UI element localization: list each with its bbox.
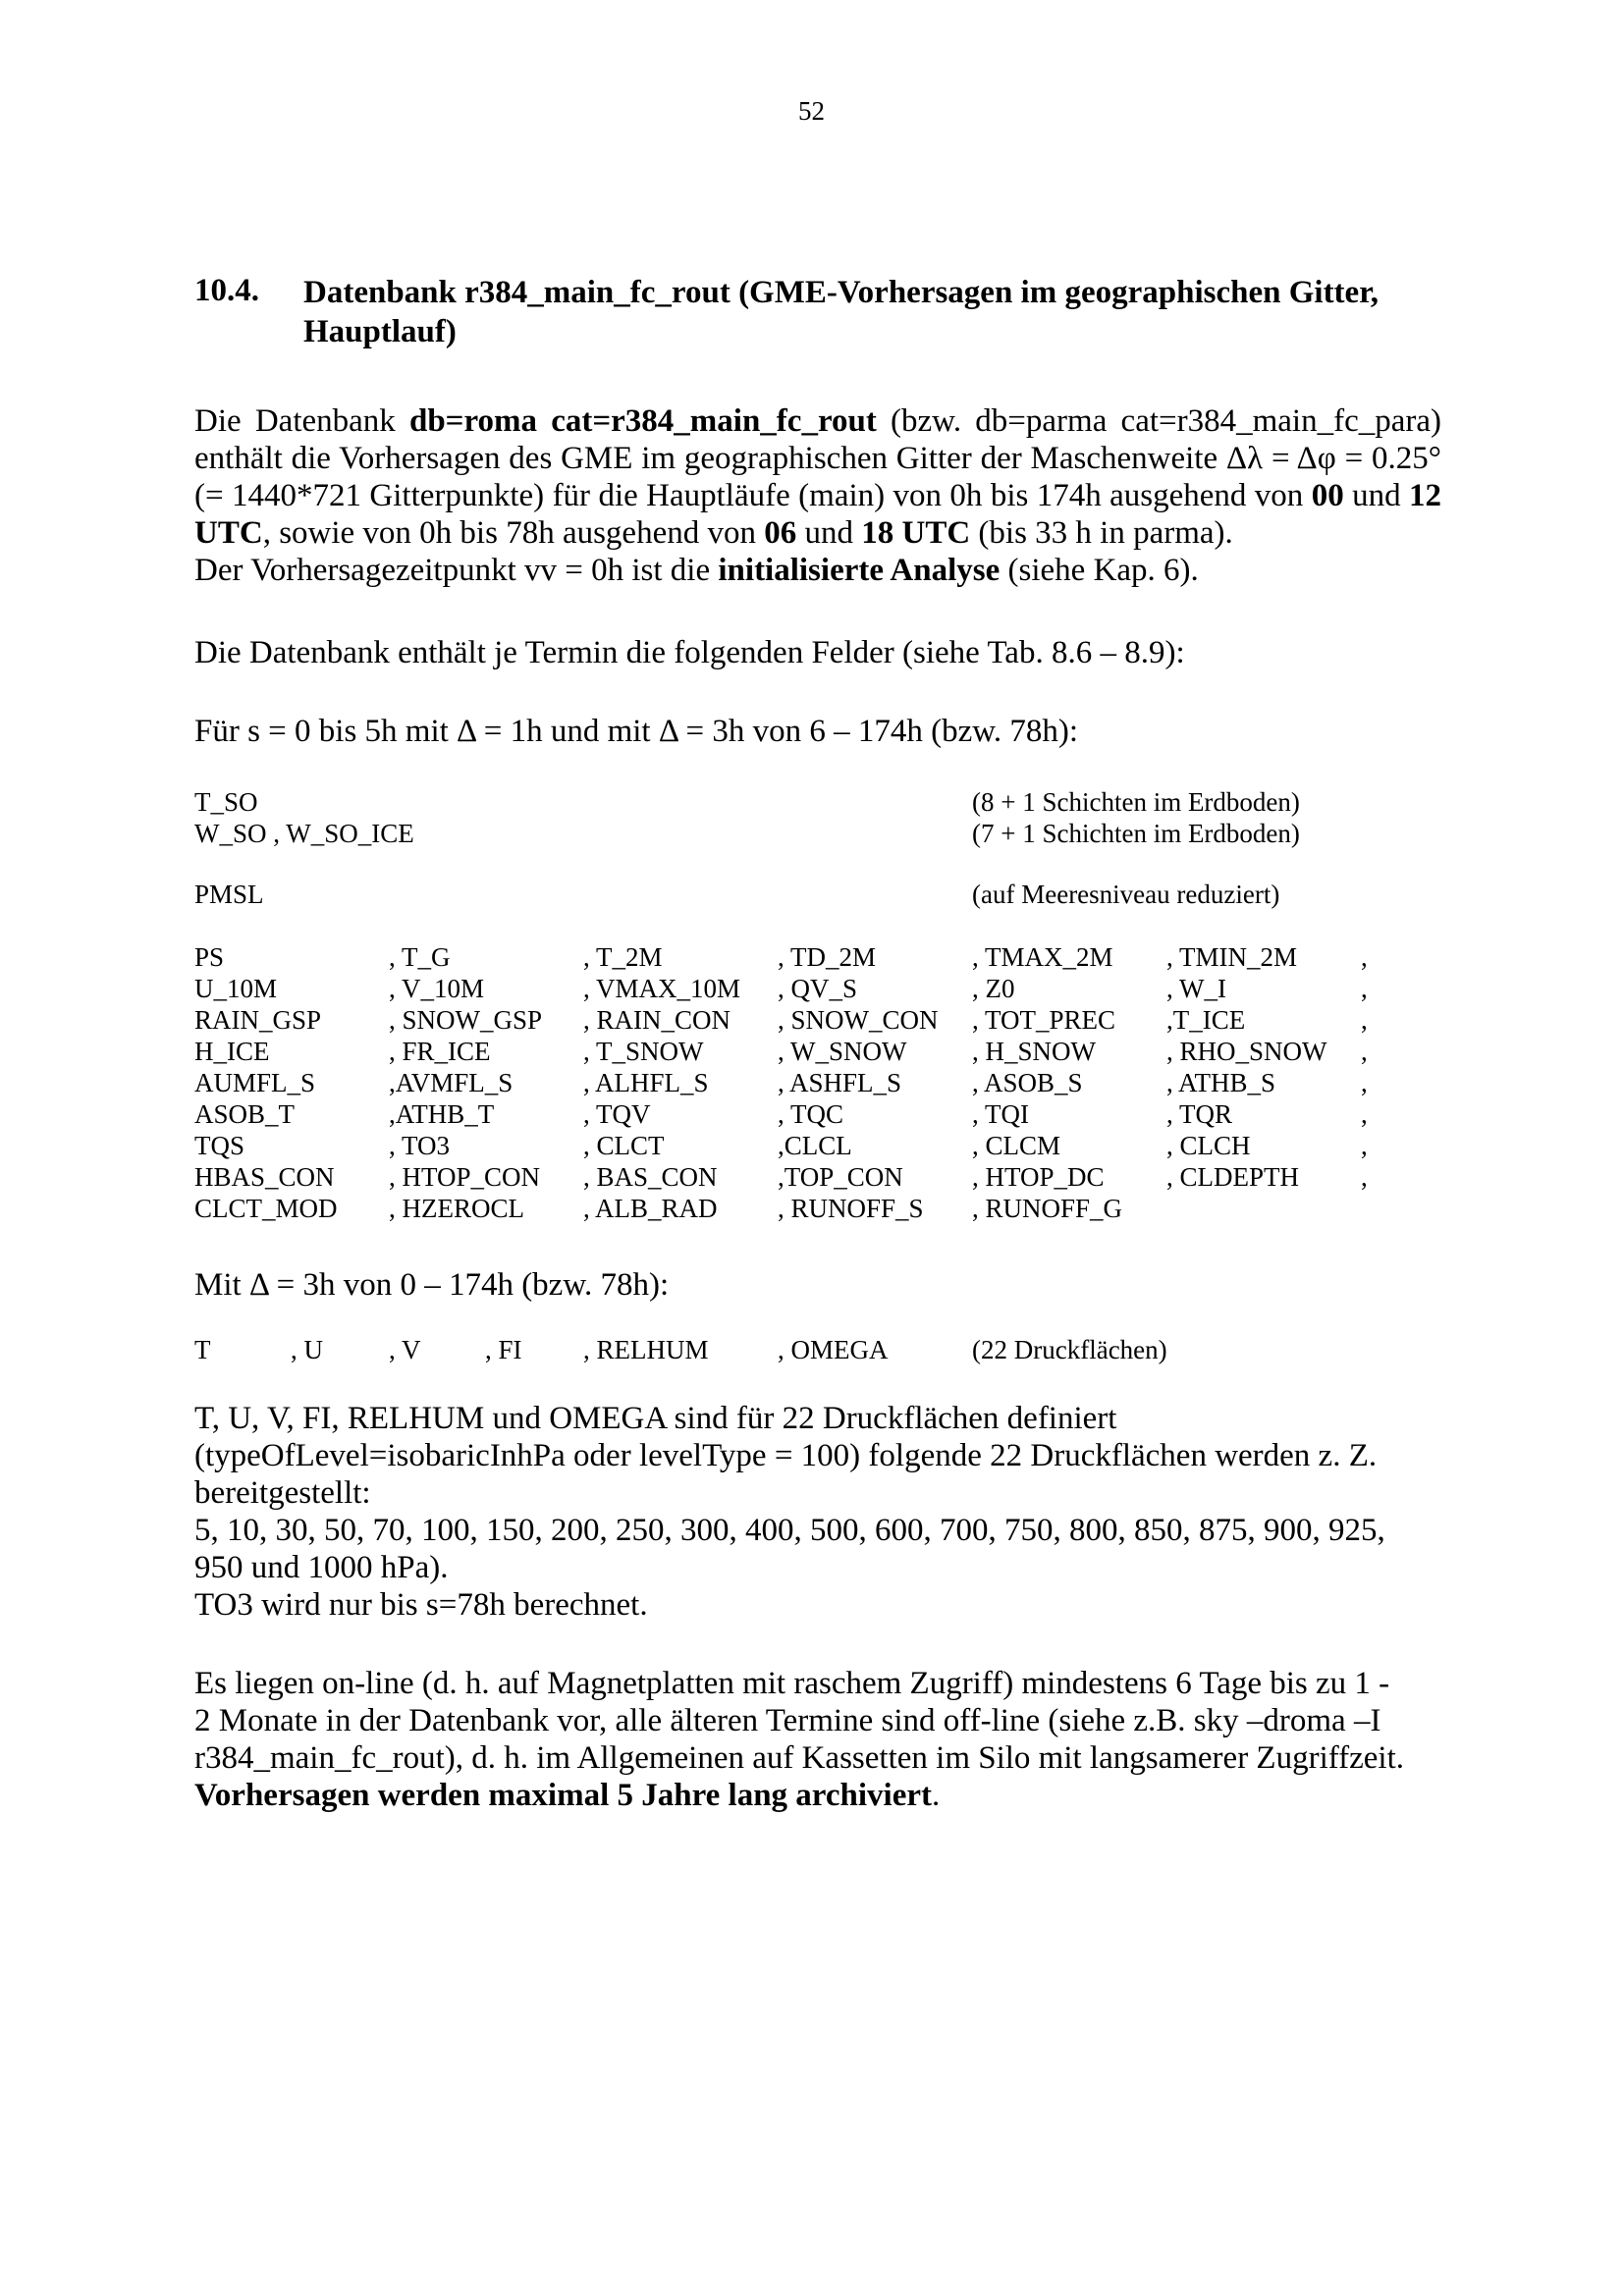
table-row (0, 1068, 1623, 1099)
hourly-intro: Für s = 0 bis 5h mit Δ = 1h und mit Δ = 3h von 6 – 174h (bzw. 78h): (194, 714, 1079, 749)
pressure-text-line-1: T, U, V, FI, RELHUM und OMEGA sind für 22 Druckflächen definiert (194, 1401, 1117, 1436)
table-cell: , SNOW_GSP (389, 1005, 543, 1035)
pressure-levels-note: (22 Druckflächen) (972, 1335, 1167, 1364)
table-cell: , ASOB_S (972, 1068, 1083, 1097)
table-cell: , CLCM (972, 1131, 1061, 1160)
table-cell: , (1361, 1099, 1368, 1129)
table-cell: , HZEROCL (389, 1194, 524, 1223)
pressure-field-v: , V (389, 1335, 421, 1364)
table-cell: , TOT_PREC (972, 1005, 1116, 1035)
table-cell: , (1361, 974, 1368, 1003)
table-cell: , TMIN_2M (1166, 942, 1298, 972)
intro-paragraph (194, 402, 1441, 552)
table-cell: , CLDEPTH (1166, 1162, 1299, 1192)
pressure-field-t: T (194, 1335, 211, 1364)
table-cell: , (1361, 1162, 1368, 1192)
pressure-levels-list-end: 950 und 1000 hPa). (194, 1550, 449, 1585)
table-cell: , Z0 (972, 974, 1015, 1003)
table-cell: ,AVMFL_S (389, 1068, 514, 1097)
intro-text: und (1343, 478, 1409, 513)
table-cell: , (1361, 942, 1368, 972)
table-cell: RAIN_GSP (194, 1005, 322, 1035)
table-cell: , ATHB_S (1166, 1068, 1276, 1097)
table-row (0, 1099, 1623, 1131)
table-cell: , V_10M (389, 974, 485, 1003)
table-cell: CLCT_MOD (194, 1194, 338, 1223)
table-cell: , TQC (778, 1099, 844, 1129)
archive-retention: Vorhersagen werden maximal 5 Jahre lang archiviert (194, 1778, 932, 1813)
table-cell: , FR_ICE (389, 1037, 491, 1066)
table-cell: , (1361, 1068, 1368, 1097)
table-cell: AUMFL_S (194, 1068, 316, 1097)
table-cell: , CLCH (1166, 1131, 1251, 1160)
section-number: 10.4. (194, 273, 259, 308)
pressure-text-line-2: (typeOfLevel=isobaricInhPa oder levelType = 100) folgende 22 Druckflächen werden z. Z. (194, 1438, 1378, 1473)
table-cell: ,TOP_CON (778, 1162, 903, 1192)
field-table (0, 942, 1623, 1237)
table-cell: H_ICE (194, 1037, 270, 1066)
pmsl-note: (auf Meeresniveau reduziert) (972, 880, 1280, 909)
table-cell: TQS (194, 1131, 245, 1160)
table-cell: , RUNOFF_S (778, 1194, 924, 1223)
table-cell: ,T_ICE (1166, 1005, 1246, 1035)
database-name: db=roma cat=r384_main_fc_rout (408, 403, 877, 439)
pressure-field-fi: , FI (485, 1335, 522, 1364)
table-cell: , ALHFL_S (583, 1068, 709, 1097)
analysis-text: Der Vorhersagezeitpunkt vv = 0h ist die (194, 553, 719, 588)
fields-intro: Die Datenbank enthält je Termin die folgenden Felder (siehe Tab. 8.6 – 8.9): (194, 635, 1185, 670)
table-cell: , TQI (972, 1099, 1029, 1129)
table-cell: , RAIN_CON (583, 1005, 731, 1035)
intro-text: , sowie von 0h bis 78h ausgehend von (262, 515, 765, 551)
table-cell: U_10M (194, 974, 278, 1003)
table-cell: , TO3 (389, 1131, 451, 1160)
table-row (0, 1131, 1623, 1162)
table-cell: , QV_S (778, 974, 858, 1003)
archive-text-line-3: r384_main_fc_rout), d. h. im Allgemeinen auf Kassetten im Silo mit langsamerer Zugriffzeit. (194, 1740, 1405, 1776)
run-hour: 12 UTC (194, 478, 1441, 551)
run-hour: 18 UTC (861, 515, 971, 551)
soil-w-label: W_SO , W_SO_ICE (194, 819, 414, 848)
soil-t-note: (8 + 1 Schichten im Erdboden) (972, 787, 1300, 817)
pressure-field-relhum: , RELHUM (583, 1335, 709, 1364)
analysis-term: initialisierte Analyse (718, 553, 1001, 588)
table-cell: , HTOP_CON (389, 1162, 541, 1192)
table-cell: , W_I (1166, 974, 1226, 1003)
table-cell: ,ATHB_T (389, 1099, 495, 1129)
archive-text-line-2: 2 Monate in der Datenbank vor, alle älteren Termine sind off-line (siehe z.B. sky –droma –I (194, 1703, 1381, 1738)
soil-t-label: T_SO (194, 787, 258, 817)
table-row (0, 942, 1623, 974)
intro-text: (bis 33 h in parma). (970, 515, 1233, 551)
table-cell: , BAS_CON (583, 1162, 718, 1192)
threehourly-intro: Mit Δ = 3h von 0 – 174h (bzw. 78h): (194, 1267, 670, 1303)
pressure-levels-list: 5, 10, 30, 50, 70, 100, 150, 200, 250, 300, 400, 500, 600, 700, 750, 800, 850, 875, 900, 925, (194, 1513, 1385, 1548)
pressure-field-omega: , OMEGA (778, 1335, 889, 1364)
run-hour: 00 (1311, 478, 1344, 513)
archive-period: . (931, 1778, 941, 1813)
table-cell: , ALB_RAD (583, 1194, 718, 1223)
table-cell: , T_2M (583, 942, 663, 972)
archive-text-line-1: Es liegen on-line (d. h. auf Magnetplatten mit raschem Zugriff) mindestens 6 Tage bis zu 1 - (194, 1666, 1390, 1701)
table-cell: , (1361, 1005, 1368, 1035)
table-cell: , H_SNOW (972, 1037, 1096, 1066)
table-cell: ,CLCL (778, 1131, 852, 1160)
run-hour: 06 (764, 515, 797, 551)
table-cell: , RHO_SNOW (1166, 1037, 1327, 1066)
table-cell: , W_SNOW (778, 1037, 907, 1066)
intro-text: und (796, 515, 862, 551)
table-cell: HBAS_CON (194, 1162, 335, 1192)
table-cell: , ASHFL_S (778, 1068, 902, 1097)
table-cell: , TD_2M (778, 942, 877, 972)
intro-text: (bzw. db=parma cat=r384_main_fc_para) enthält die Vorhersagen des GME im geographischen Gitter der Maschenweite Δλ = Δφ = 0.25° (= 1440*721 Gitterpunkte) für die Hauptläufe (main) von 0h bis 174h ausgehend von (194, 403, 1441, 513)
table-cell: , TQV (583, 1099, 651, 1129)
table-cell: , T_G (389, 942, 451, 972)
soil-w-note: (7 + 1 Schichten im Erdboden) (972, 819, 1300, 848)
table-cell: , VMAX_10M (583, 974, 741, 1003)
table-cell: ASOB_T (194, 1099, 296, 1129)
table-row (0, 974, 1623, 1005)
analysis-text: (siehe Kap. 6). (1000, 553, 1199, 588)
table-row (0, 1037, 1623, 1068)
intro-text: Die Datenbank (194, 403, 409, 439)
archive-text-line-4 (194, 1777, 1441, 1814)
pressure-text-line-3: bereitgestellt: (194, 1475, 371, 1511)
table-cell: , SNOW_CON (778, 1005, 939, 1035)
analysis-line (194, 552, 1441, 589)
table-cell: , (1361, 1131, 1368, 1160)
table-cell: , (1361, 1037, 1368, 1066)
table-cell: PS (194, 942, 225, 972)
pmsl-label: PMSL (194, 880, 264, 909)
section-title: Datenbank r384_main_fc_rout (GME-Vorhersagen im geographischen Gitter, Hauptlauf) (303, 275, 1380, 349)
table-cell: , CLCT (583, 1131, 665, 1160)
table-cell: , T_SNOW (583, 1037, 704, 1066)
table-cell: , TQR (1166, 1099, 1233, 1129)
page-number: 52 (798, 96, 825, 126)
table-cell: , RUNOFF_G (972, 1194, 1123, 1223)
table-row (0, 1194, 1623, 1225)
to3-note: TO3 wird nur bis s=78h berechnet. (194, 1587, 648, 1623)
table-row (0, 1005, 1623, 1037)
table-cell: , HTOP_DC (972, 1162, 1105, 1192)
table-cell: , TMAX_2M (972, 942, 1113, 972)
pressure-field-u: , U (291, 1335, 323, 1364)
table-row (0, 1162, 1623, 1194)
